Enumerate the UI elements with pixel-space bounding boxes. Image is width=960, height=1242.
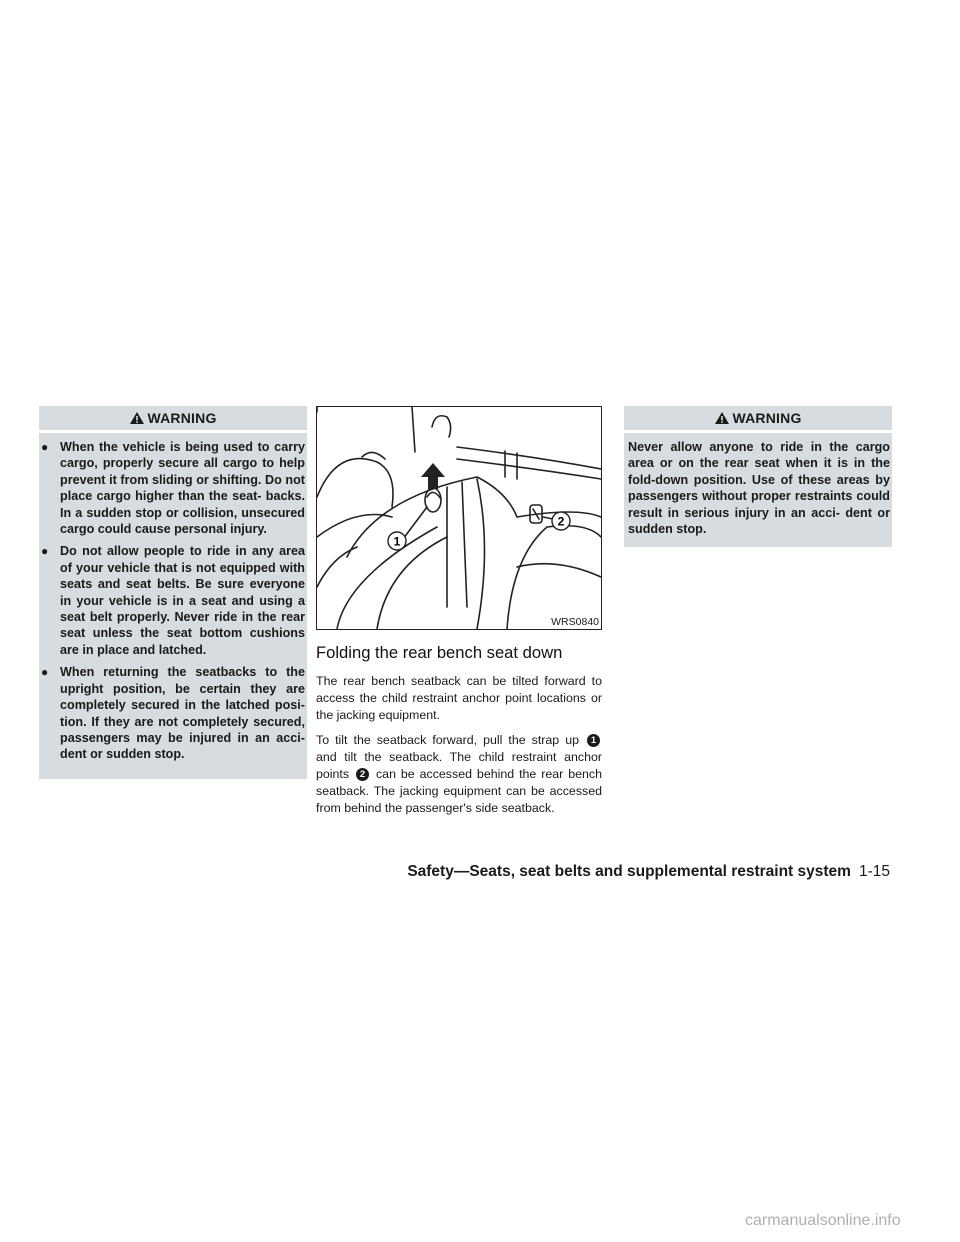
body-paragraph: To tilt the seatback forward, pull the strap up 1 and tilt the seatback. The child restraint anchor points 2 can be accessed behind the rear bench seatback. The jacking equipment can be accessed from behind the passenger's side seatback.	[316, 733, 602, 815]
warning-triangle-icon	[714, 411, 730, 425]
warning-triangle-icon	[129, 411, 145, 425]
figure-code: WRS0840	[551, 616, 599, 628]
warning-heading: WARNING	[732, 410, 802, 426]
chapter-title: Safety—Seats, seat belts and supplemental restraint system	[407, 863, 851, 880]
warning-item: ● Do not allow people to ride in any area of your vehicle that is not equipped with seats and seat belts. Be sure everyone in your vehicle is in a seat and using a seat belt properly. Never ride in the rear seat unless the seat bottom cushions are in place and latched.	[41, 544, 305, 657]
bullet-icon: ●	[41, 440, 49, 454]
section-title: Folding the rear bench seat down	[316, 643, 563, 662]
callout-2-label: 2	[557, 514, 565, 529]
bullet-icon: ●	[41, 544, 49, 559]
warning-text: Never allow anyone to ride in the cargo area or on the rear seat when it is in the fold-down position. Use of these areas by passengers without proper restraints could result in serious injury in an acci- dent or sudden stop.	[628, 440, 890, 537]
seat-illustration	[316, 406, 602, 630]
rear-seat-strap-illustration	[317, 407, 601, 629]
warning-box-right	[624, 406, 892, 547]
warning-item: ● When returning the seatbacks to the upright position, be certain they are completely secured in the latched posi- tion. If they are not completely secured, passengers may be injured in an acci- dent or sudden stop.	[41, 665, 305, 762]
callout-1-label: 1	[393, 534, 401, 549]
callout-1-badge: 1	[587, 734, 600, 747]
watermark: carmanualsonline.info	[745, 1212, 901, 1229]
callout-2-badge: 2	[356, 768, 369, 781]
body-paragraph: The rear bench seatback can be tilted forward to access the child restraint anchor point locations or the jacking equipment.	[316, 674, 602, 722]
page-number: 1-15	[858, 863, 890, 880]
bullet-icon: ●	[41, 665, 49, 680]
warning-box-left	[39, 406, 307, 779]
content-column	[316, 406, 602, 825]
warning-heading: WARNING	[147, 410, 217, 426]
warning-header	[39, 406, 307, 433]
warning-item: ● When the vehicle is being used to carry cargo, properly secure all cargo to help prevent it from sliding or shifting. Do not place cargo higher than the seat- backs. In a sudden stop or collision, unsecured cargo could cause personal injury.	[41, 440, 305, 537]
page-footer	[407, 863, 890, 881]
warning-header	[624, 406, 892, 433]
